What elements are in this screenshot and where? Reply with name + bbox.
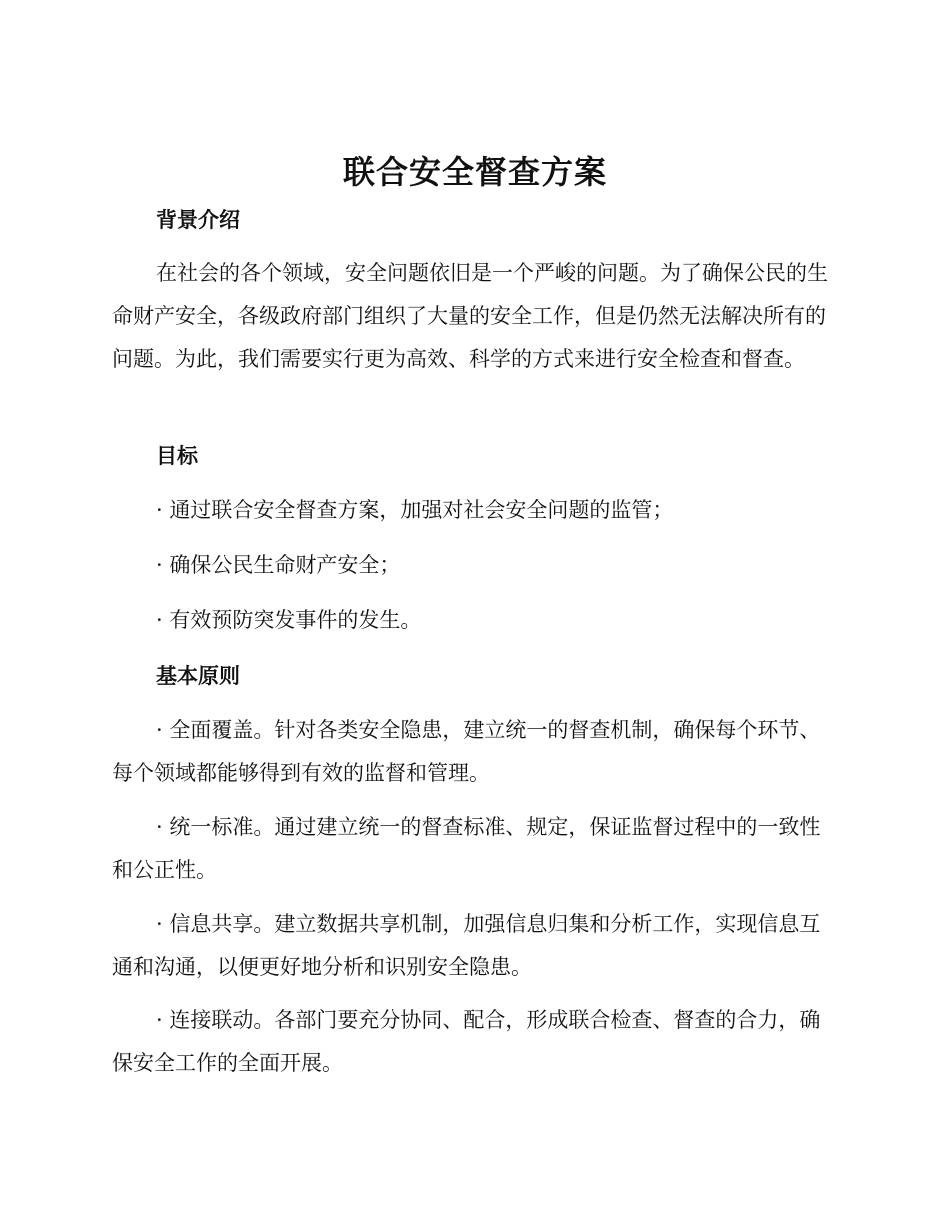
principle-item: · 信息共享。建立数据共享机制，加强信息归集和分析工作，实现信息互通和沟通，以便更好地分析和识别安全隐患。 xyxy=(112,912,821,979)
document-title: 联合安全督查方案 xyxy=(342,153,607,191)
section-heading-principles: 基本原则 xyxy=(156,664,240,688)
goal-item: · 通过联合安全督查方案，加强对社会安全问题的监管； xyxy=(156,498,674,522)
principle-item: · 连接联动。各部门要充分协同、配合，形成联合检查、督查的合力，确保安全工作的全面开展。 xyxy=(112,1008,821,1075)
section-heading-background: 背景介绍 xyxy=(156,208,240,232)
section-heading-goals: 目标 xyxy=(156,444,198,468)
principle-item: · 全面覆盖。针对各类安全隐患，建立统一的督查机制，确保每个环节、每个领域都能够得到有效的监督和管理。 xyxy=(112,718,821,785)
goal-item: · 有效预防突发事件的发生。 xyxy=(156,608,422,632)
principle-item: · 统一标准。通过建立统一的督查标准、规定，保证监督过程中的一致性和公正性。 xyxy=(112,815,821,882)
background-paragraph: 在社会的各个领域，安全问题依旧是一个严峻的问题。为了确保公民的生命财产安全，各级政府部门组织了大量的安全工作，但是仍然无法解决所有的问题。为此，我们需要实行更为高效、科学的方式来进行安全检查和督查。 xyxy=(112,261,828,371)
goal-item: · 确保公民生命财产安全； xyxy=(156,553,401,577)
